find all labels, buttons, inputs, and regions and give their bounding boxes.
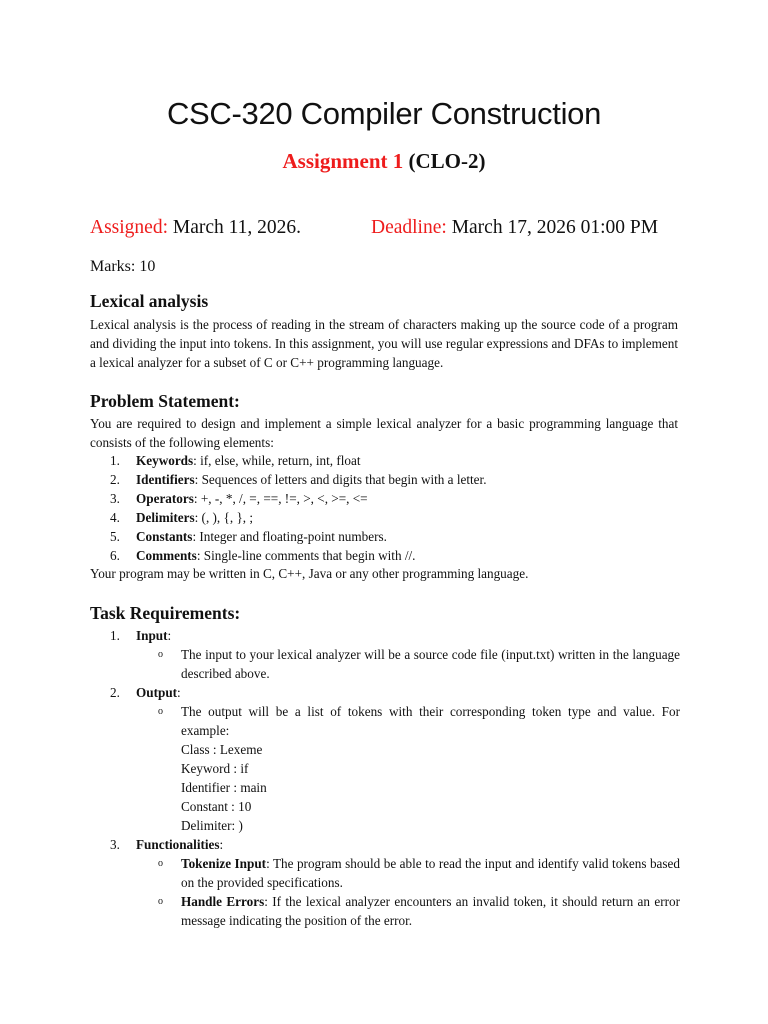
list-item: 1. Keywords: if, else, while, return, int, float xyxy=(110,453,361,468)
lexical-analysis-heading: Lexical analysis xyxy=(90,291,209,311)
task-requirements-heading: Task Requirements: xyxy=(90,603,241,623)
list-item: 6. Comments: Single-line comments that begin with //. xyxy=(110,548,416,563)
lexical-analysis-paragraph: Lexical analysis is the process of reading in the stream of characters making up the source code of a program and dividing the input into tokens. In this assignment, you will use regular expressions and DFAs to implement a lexical analyzer for a subset of C or C++ programming language. xyxy=(90,317,678,370)
task-input-detail: o The input to your lexical analyzer will be a source code file (input.txt) written in the language described above. xyxy=(158,647,680,681)
task-functionalities: 3. Functionalities: xyxy=(110,837,224,852)
list-item: 4. Delimiters: (, ), {, }, ; xyxy=(110,510,254,525)
list-item: 3. Operators: +, -, *, /, =, ==, !=, >, <, >=, <= xyxy=(110,491,368,506)
language-elements-list xyxy=(90,451,680,565)
assignment-label: Assignment 1 xyxy=(282,149,404,173)
clo-label: (CLO-2) xyxy=(403,149,486,173)
example-line: Keyword : if xyxy=(181,761,249,776)
task-input: 1. Input: xyxy=(110,628,172,643)
course-title: CSC-320 Compiler Construction xyxy=(166,96,602,131)
deadline-label: Deadline: xyxy=(371,217,447,238)
example-line: Identifier : main xyxy=(181,780,267,795)
assignment-heading xyxy=(0,149,768,174)
task-requirements-list xyxy=(90,626,680,930)
marks-text: Marks: 10 xyxy=(90,258,156,275)
functionality-tokenize: o Tokenize Input: The program should be able to read the input and identify valid tokens based on the provided specifications. xyxy=(158,856,680,890)
deadline-date: March 17, 2026 01:00 PM xyxy=(446,217,659,238)
deadline-line xyxy=(371,217,658,239)
example-line: Constant : 10 xyxy=(181,799,252,814)
list-item: 2. Identifiers: Sequences of letters and digits that begin with a letter. xyxy=(110,472,487,487)
functionality-handle-errors: o Handle Errors: If the lexical analyzer encounters an invalid token, it should return an error message indicating the position of the error. xyxy=(158,894,680,928)
example-line: Delimiter: ) xyxy=(181,818,243,833)
assigned-label: Assigned: xyxy=(90,217,168,238)
task-output-detail: o The output will be a list of tokens with their corresponding token type and value. For example: Class : Lexeme Keyword : if Identifier : main Constant : 10 Delimiter: ) xyxy=(158,704,680,833)
problem-intro-paragraph: You are required to design and implement a simple lexical analyzer for a basic programming language that consists of the following elements: xyxy=(90,416,678,450)
task-output: 2. Output: xyxy=(110,685,181,700)
assigned-date: March 11, 2026. xyxy=(168,217,302,238)
problem-statement-heading: Problem Statement: xyxy=(90,391,240,411)
assigned-date-line xyxy=(90,217,301,239)
example-line: Class : Lexeme xyxy=(181,742,263,757)
language-note: Your program may be written in C, C++, Java or any other programming language. xyxy=(90,566,529,581)
list-item: 5. Constants: Integer and floating-point numbers. xyxy=(110,529,387,544)
